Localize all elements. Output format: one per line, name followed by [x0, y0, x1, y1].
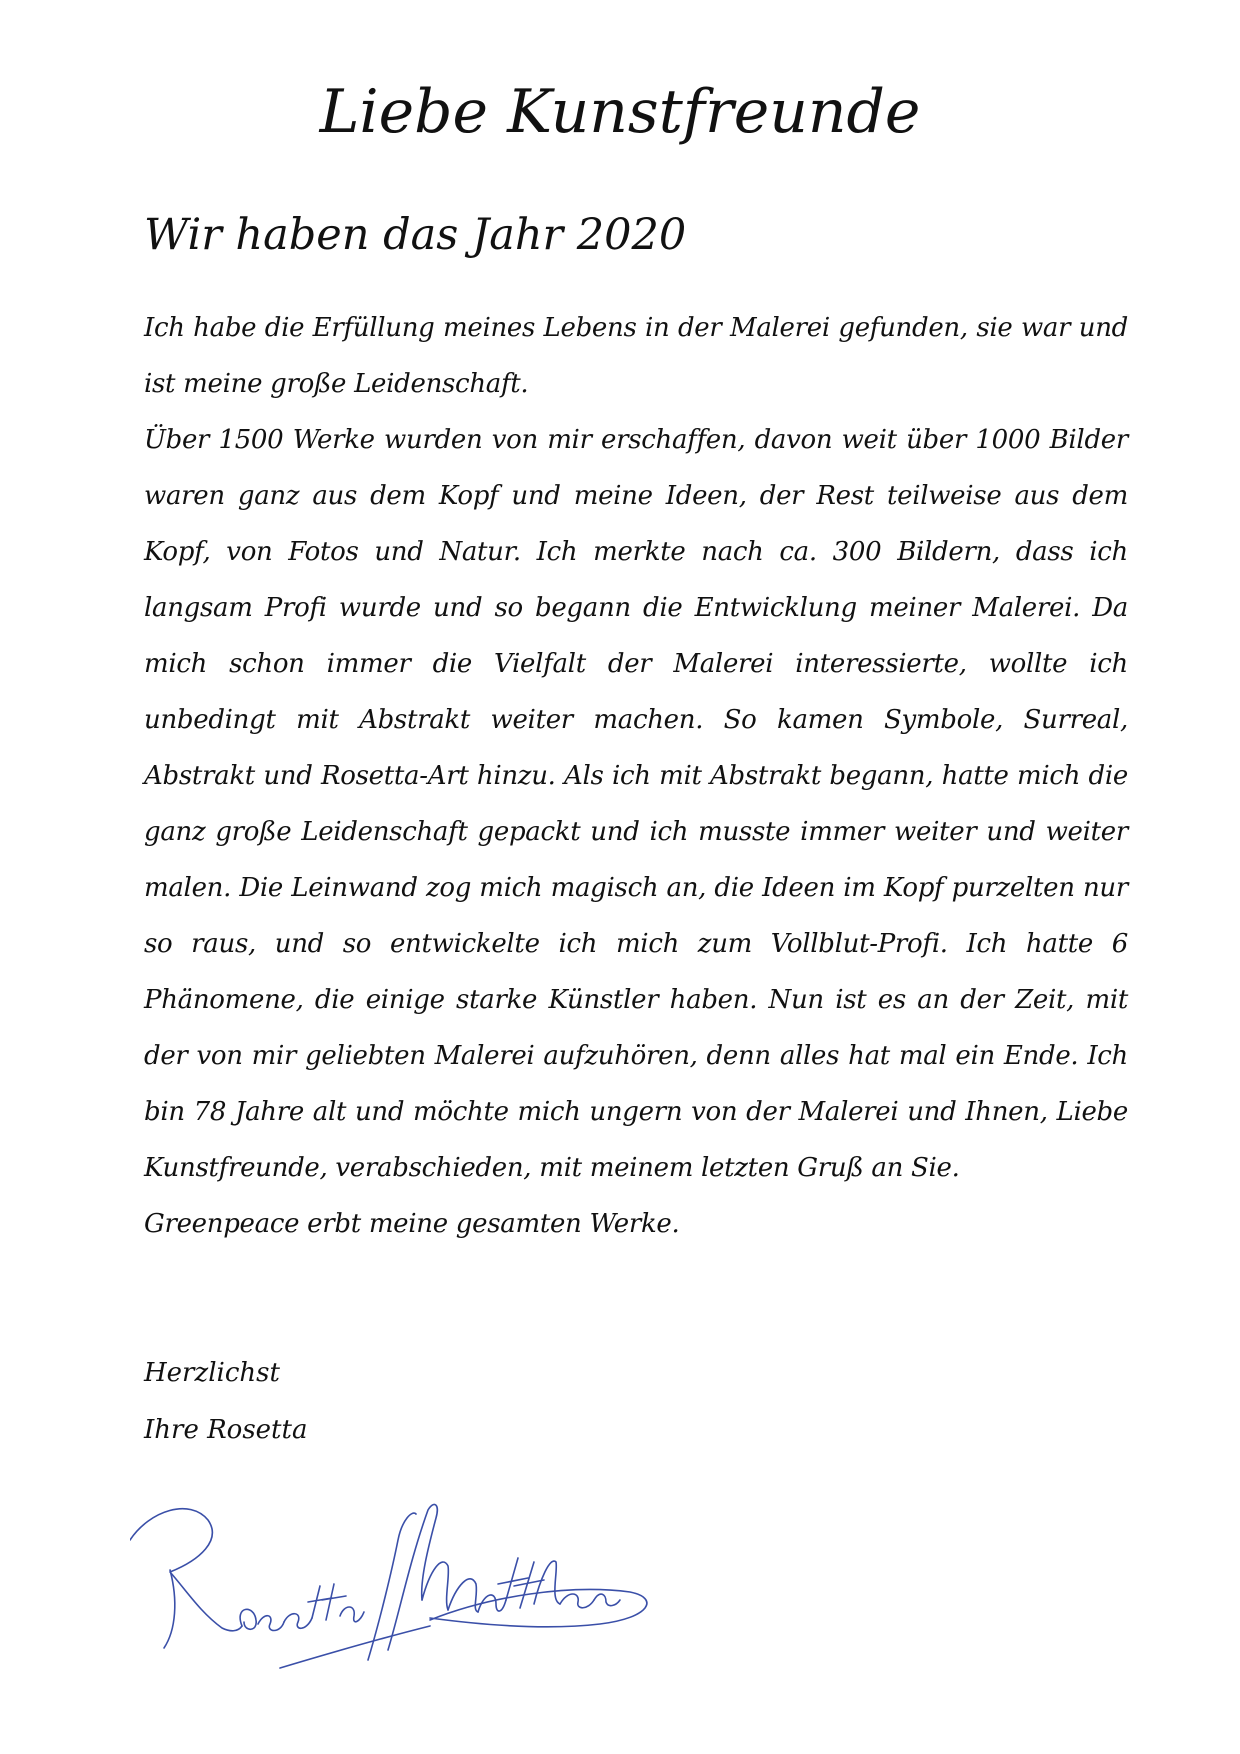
- paragraph-legacy: Greenpeace erbt meine gesamten Werke.: [144, 1209, 680, 1239]
- letter-body: [144, 300, 1128, 1252]
- sender-name: Ihre Rosetta: [144, 1415, 308, 1445]
- letter-title: Liebe Kunstfreunde: [319, 77, 921, 147]
- letter-subtitle: Wir haben das Jahr 2020: [144, 210, 687, 260]
- handwritten-signature: [130, 1500, 650, 1670]
- letter-closing: [144, 1345, 307, 1459]
- paragraph-main: Über 1500 Werke wurden von mir erschaffen, davon weit über 1000 Bilder waren ganz aus dem Kopf und meine Ideen, der Rest teilweise aus dem Kopf, von Fotos und Natur. Ich merkte nach ca. 300 Bildern, dass ich langsam Profi wurde und so begann die Entwicklung meiner Malerei. Da mich schon immer die Vielfalt der Malerei interessierte, wollte ich unbedingt mit Abstrakt weiter machen. So kamen Symbole, Surreal, Abstrakt und Rosetta-Art hinzu. Als ich mit Abstrakt begann, hatte mich die ganz große Leidenschaft gepackt und ich musste immer weiter und weiter malen. Die Leinwand zog mich magisch an, die Ideen im Kopf purzelten nur so raus, und so entwickelte ich mich zum Vollblut-Profi. Ich hatte 6 Phänomene, die einige starke Künstler haben. Nun ist es an der Zeit, mit der von mir geliebten Malerei aufzuhören, denn alles hat mal ein Ende. Ich bin 78 Jahre alt und möchte mich ungern von der Malerei und Ihnen, Liebe Kunstfreunde, verabschieden, mit meinem letzten Gruß an Sie.: [144, 425, 1128, 1183]
- paragraph-intro: Ich habe die Erfüllung meines Lebens in der Malerei gefunden, sie war und ist meine große Leidenschaft.: [144, 313, 1128, 399]
- closing-greeting: Herzlichst: [144, 1358, 280, 1388]
